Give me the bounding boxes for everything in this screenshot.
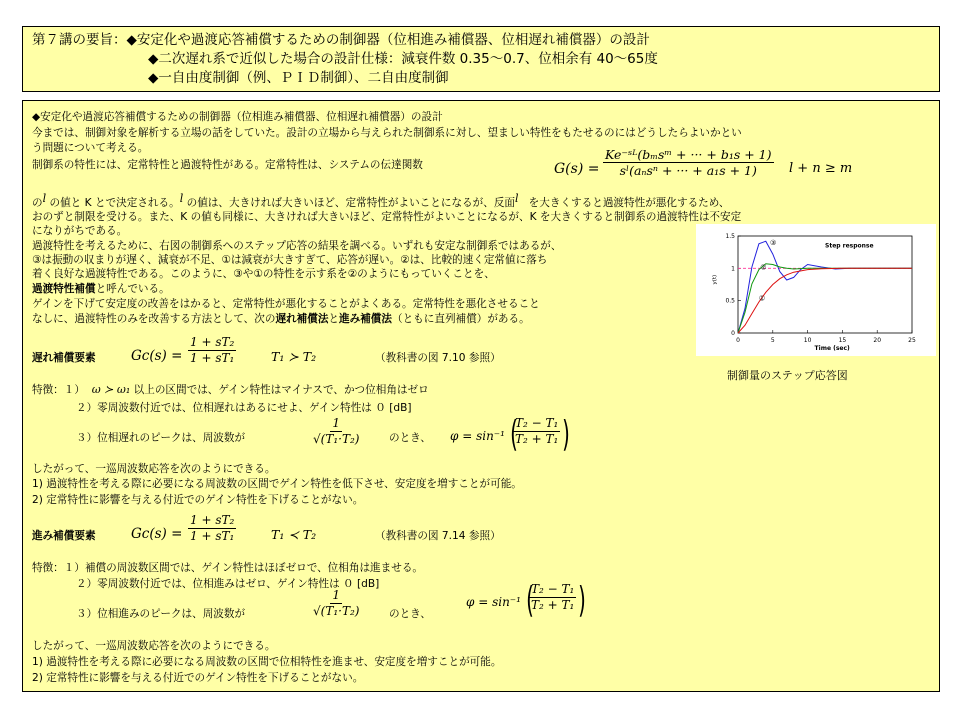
y-tick-label: 0 — [731, 330, 735, 337]
paragraph-line: ゲインを下げて安定度の改善をはかると、定常特性が悪化することがよくある。定常特性を悪化させること — [32, 298, 540, 310]
step-response-chart — [696, 224, 936, 356]
chart-caption: 制御量のステップ応答図 — [727, 369, 848, 382]
lead-phi-fraction — [529, 582, 576, 613]
summary-header — [22, 26, 940, 92]
lag-numerator: 1 + sT₂ — [190, 335, 235, 349]
x-axis-label: Time (sec) — [814, 345, 850, 352]
paragraph-line: 制御系の特性には、定常特性と過渡特性がある。定常特性は、システムの伝達関数 — [32, 159, 423, 171]
paragraph-line — [32, 282, 170, 296]
transfer-function-numerator: Ke⁻ˢᴸ(bₘsᵐ + ··· + b₁s + 1) — [605, 147, 772, 162]
lag-feature-3: ３）位相遅れのピークは、周波数が — [76, 432, 246, 444]
lead-textbook-ref: （教科書の図 7.14 参照） — [375, 530, 501, 542]
paragraph-line: う問題について考える。 — [32, 142, 149, 154]
lead-feature-2: ２）零周波数付近では、位相進みはゼロ、ゲイン特性は ０ [dB] — [76, 578, 380, 590]
peak-denominator: √(T₁·T₂) — [313, 432, 360, 446]
paren-left: ( — [526, 580, 534, 621]
lead-feature-1: 特徴：１）補償の周波数区間では、ゲイン特性はほぼゼロで、位相角は進ませる。 — [32, 562, 424, 574]
lead-lhs: Gc(s) = — [131, 526, 183, 542]
lag-title: 遅れ補償要素 — [32, 352, 96, 364]
emphasis-term: 遅れ補償法 — [275, 313, 329, 325]
order-condition: l + n ≥ m — [789, 161, 853, 176]
lead-condition: T₁ ≺ T₂ — [271, 527, 317, 542]
lag-phi-fraction — [513, 416, 560, 447]
transfer-function-denominator: sˡ(aₙsⁿ + ··· + a₁s + 1) — [619, 163, 757, 178]
paragraph-line: 着く良好な過渡特性である。このように、③や①の特性を示す系を②のようにもっていくことを、 — [32, 268, 495, 280]
series-label: ③ — [770, 239, 777, 248]
text-fragment: （ともに直列補償）がある。 — [391, 313, 530, 325]
paragraph-line: おのずと制限を受ける。また、K の値も同様に、大きければ大きいほど、定常特性がよいことになるが、K を大きくすると制御系の過渡特性は不安定 — [32, 211, 742, 223]
lead-peak-frequency — [313, 588, 359, 619]
text-fragment: 以上の区間では、ゲイン特性はマイナスで、かつ位相角はゼロ — [133, 384, 429, 396]
lag-feature-1 — [32, 383, 429, 397]
header-line-3: ◆一自由度制御（例、ＰＩＤ制御）、二自由度制御 — [148, 70, 449, 86]
lag-peak-frequency — [313, 416, 359, 447]
text-fragment: の値は、大きければ大きいほど、定常特性がよいことになるが、反面 — [186, 197, 516, 209]
text-fragment: なしに、過渡特性のみを改善する方法として、次の — [32, 313, 276, 325]
lead-summary: したがって、一巡周波数応答を次のようにできる。 — [32, 640, 276, 652]
text-fragment: を大きくすると過渡特性が悪化するため、 — [528, 197, 730, 209]
lead-point-1: 1) 過渡特性を考える際に必要になる周波数の区間で位相特性を進ませ、安定度を増すことが可能。 — [32, 656, 502, 668]
phi-denominator: T₂ + T₁ — [515, 432, 559, 446]
lead-denominator: 1 + sT₁ — [190, 529, 235, 543]
peak-numerator: 1 — [332, 588, 341, 602]
y-tick-label: 0.5 — [725, 297, 735, 305]
variable-l: l — [515, 192, 519, 205]
chart-title: Step response — [825, 242, 874, 250]
x-tick-label: 25 — [908, 337, 916, 344]
x-tick-label: 0 — [736, 337, 740, 344]
lead-fraction — [188, 513, 236, 544]
paren-right: ) — [562, 414, 570, 455]
transfer-function-lhs: G(s) = — [554, 161, 600, 177]
emphasis-term: 過渡特性補償 — [32, 283, 96, 295]
paragraph-line: になりがちである。 — [32, 225, 128, 237]
lag-lhs: Gc(s) = — [131, 348, 183, 364]
lead-title: 進み補償要素 — [32, 530, 96, 542]
variable-l: l — [179, 192, 184, 205]
lag-condition: T₁ ≻ T₂ — [271, 349, 317, 364]
lag-feature-2: ２）零周波数付近では、位相遅れはあるにせよ、ゲイン特性は ０ [dB] — [76, 402, 412, 414]
x-tick-label: 5 — [770, 337, 775, 344]
lag-summary: したがって、一巡周波数応答を次のようにできる。 — [32, 463, 276, 475]
lag-point-2: 2) 定常特性に影響を与える付近でのゲイン特性を下げることがない。 — [32, 494, 364, 506]
lead-numerator: 1 + sT₂ — [190, 513, 235, 527]
paragraph-line: ③は振動の収まりが遅く、減衰が不足、①は減衰が大きすぎて、応答が遅い。②は、比較的速く定常値に落ち — [32, 254, 548, 266]
peak-numerator: 1 — [332, 416, 341, 430]
header-line-2: ◆二次遅れ系で近似した場合の設計仕様：減衰件数 0.35～0.7、位相余有 40～65度 — [148, 51, 658, 67]
lag-textbook-ref: （教科書の図 7.10 参照） — [375, 352, 501, 364]
y-tick-label: 1 — [731, 265, 735, 273]
x-tick-label: 20 — [873, 337, 882, 344]
omega-condition: ω ≻ ω₁ — [91, 383, 131, 396]
paragraph-line — [32, 312, 530, 326]
x-tick-label: 15 — [838, 337, 847, 344]
phi-numerator: T₂ − T₁ — [515, 416, 559, 430]
lecture-body — [22, 100, 940, 692]
paragraph-line: 今までは、制御対象を解析する立場の話をしていた。設計の立場から与えられた制御系に対し、望ましい特性をもたせるのにはどうしたらよいかとい — [32, 127, 742, 139]
lead-when: のとき、 — [389, 608, 431, 620]
paren-right: ) — [578, 580, 586, 621]
header-line-1: 第７講の要旨：◆安定化や過渡応答補償するための制御器（位相進み補償器、位相遅れ補償器）の設計 — [32, 32, 650, 48]
text-fragment: 特徴：１） — [32, 384, 85, 396]
phi-denominator: T₂ + T₁ — [531, 598, 575, 612]
x-tick-label: 10 — [803, 337, 812, 344]
text-fragment: と — [328, 313, 340, 325]
lag-phi-lhs: φ = sin⁻¹ — [450, 429, 505, 443]
section-title: ◆安定化や過渡応答補償するための制御器（位相進み補償器、位相遅れ補償器）の設計 — [32, 111, 443, 123]
transfer-function-fraction — [603, 147, 774, 178]
lead-point-2: 2) 定常特性に影響を与える付近でのゲイン特性を下げることがない。 — [32, 672, 364, 684]
phi-numerator: T₂ − T₁ — [531, 582, 575, 596]
series-label: ② — [760, 263, 767, 272]
text-fragment: の値と K とで決定される。 — [49, 197, 180, 209]
lag-fraction — [188, 335, 236, 366]
paragraph-line: 過渡特性を考えるために、右図の制御系へのステップ応答の結果を調べる。いずれも安定な制御系ではあるが、 — [32, 240, 562, 252]
peak-denominator: √(T₁·T₂) — [313, 604, 360, 618]
emphasis-term: 進み補償法 — [339, 313, 392, 325]
plot-frame — [738, 236, 912, 333]
lag-when: のとき、 — [389, 432, 431, 444]
text-fragment: と呼んでいる。 — [95, 283, 170, 295]
step-response-figure — [696, 224, 936, 356]
text-fragment: の — [32, 197, 43, 209]
series-label: ① — [758, 294, 766, 303]
y-tick-label: 1.5 — [725, 233, 735, 240]
paragraph-line — [32, 192, 730, 210]
lead-feature-3: ３）位相進みのピークは、周波数が — [76, 608, 246, 620]
lead-phi-lhs: φ = sin⁻¹ — [466, 595, 521, 609]
lag-denominator: 1 + sT₁ — [190, 351, 235, 365]
variable-l: l — [42, 192, 47, 205]
paren-left: ( — [510, 414, 518, 455]
y-axis-label: y(t) — [712, 274, 718, 285]
lag-point-1: 1) 過渡特性を考える際に必要になる周波数の区間でゲイン特性を低下させ、安定度を増すことが可能。 — [32, 478, 522, 490]
